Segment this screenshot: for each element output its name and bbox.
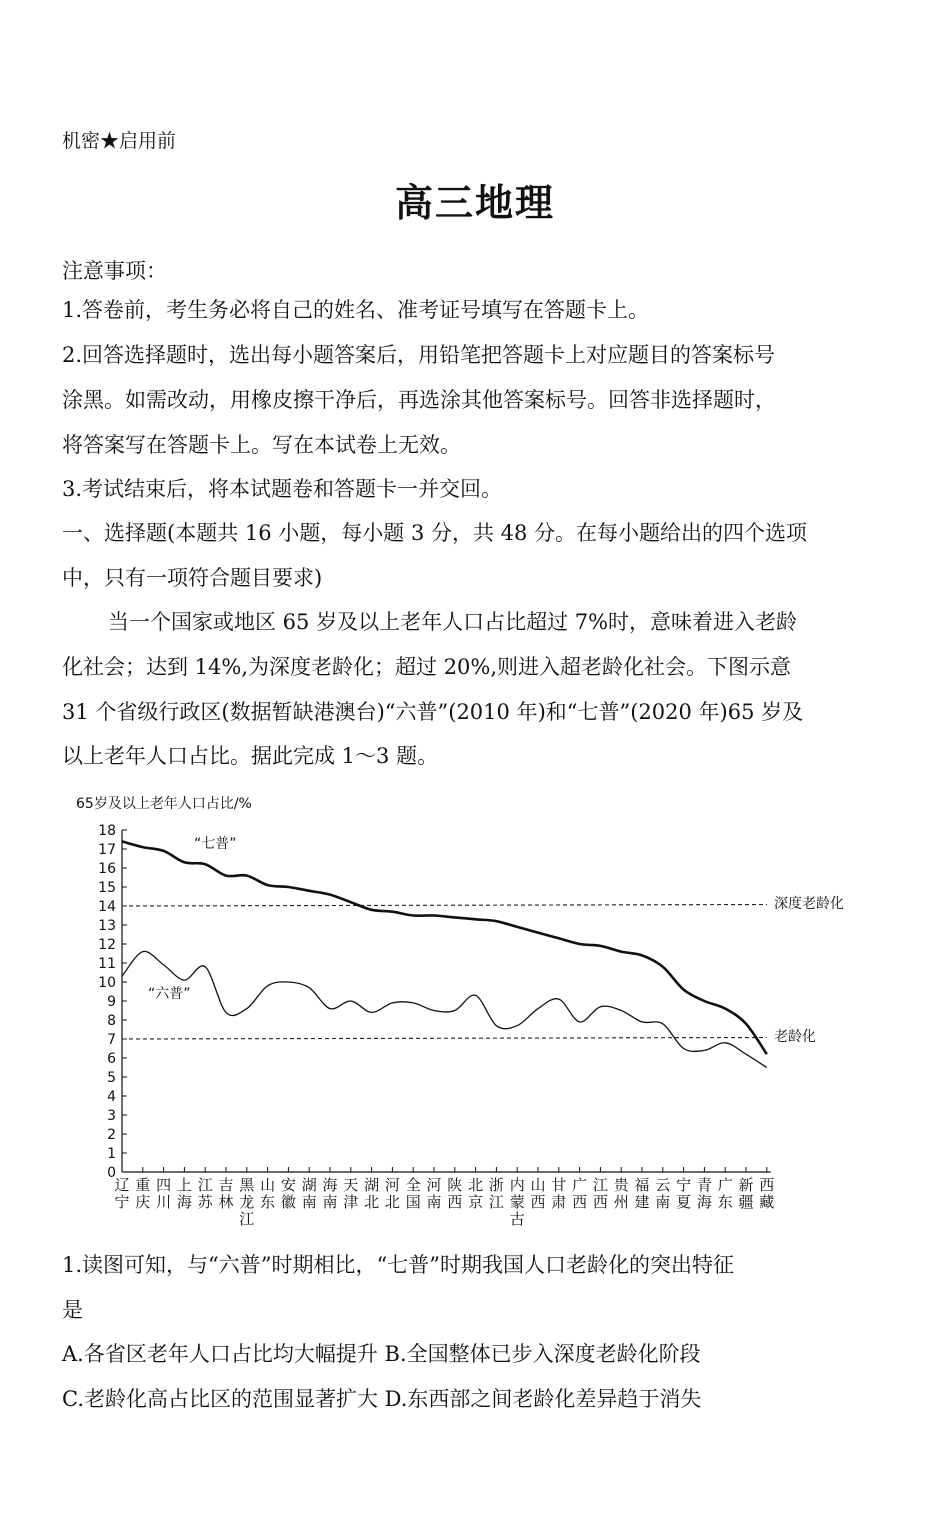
question-stem: 1.读图可知，与“六普”时期相比，“七普”时期我国人口老龄化的突出特征 xyxy=(62,1253,734,1277)
passage-line: 以上老年人口占比。据此完成 1～3 题。 xyxy=(62,744,439,768)
question-option: C.老龄化高占比区的范围显著扩大 D.东西部之间老龄化差异趋于消失 xyxy=(62,1387,702,1411)
series-label: “七普” xyxy=(194,836,237,852)
y-tick-label: 14 xyxy=(98,899,116,915)
chart-axes xyxy=(98,823,771,1181)
x-tick-label: 宁夏 xyxy=(676,1176,692,1211)
x-tick-label: 重庆 xyxy=(135,1176,151,1211)
x-tick-label: 安徽 xyxy=(280,1176,296,1211)
y-tick-label: 0 xyxy=(107,1165,116,1181)
notice-item: 将答案写在答题卡上。写在本试卷上无效。 xyxy=(62,433,461,457)
y-tick-label: 3 xyxy=(107,1108,116,1124)
x-tick-label: 河北 xyxy=(384,1176,400,1211)
x-tick-label: 四川 xyxy=(156,1176,172,1211)
x-tick-label: 全国 xyxy=(405,1176,421,1211)
reference-lines xyxy=(122,895,844,1045)
x-tick-label: 西藏 xyxy=(759,1176,775,1211)
x-tick-label: 福建 xyxy=(634,1176,650,1211)
x-tick-label: 辽宁 xyxy=(114,1176,130,1211)
x-tick-label: 山东 xyxy=(260,1176,276,1211)
x-tick-label: 云南 xyxy=(655,1176,671,1211)
y-tick-label: 5 xyxy=(107,1070,116,1086)
notice-item: 1.答卷前，考生务必将自己的姓名、准考证号填写在答题卡上。 xyxy=(62,298,650,322)
x-tick-label: 内蒙古 xyxy=(509,1176,525,1228)
y-tick-label: 11 xyxy=(98,956,116,972)
series-line xyxy=(122,841,767,1054)
notice-heading: 注意事项： xyxy=(62,259,167,283)
y-tick-label: 13 xyxy=(98,918,116,934)
reference-line xyxy=(122,1038,767,1040)
x-tick-label: 广西 xyxy=(572,1176,588,1211)
x-tick-label: 甘肃 xyxy=(551,1176,567,1211)
y-tick-label: 1 xyxy=(107,1146,116,1162)
y-tick-label: 7 xyxy=(107,1032,116,1048)
x-tick-label: 山西 xyxy=(530,1176,546,1211)
x-tick-label: 黑龙江 xyxy=(239,1176,255,1228)
x-tick-label: 青海 xyxy=(696,1176,712,1211)
x-tick-label: 江苏 xyxy=(197,1176,213,1211)
x-tick-label: 湖南 xyxy=(301,1176,317,1211)
notice-item: 3.考试结束后，将本试题卷和答题卡一并交回。 xyxy=(62,477,503,501)
section-heading: 一、选择题(本题共 16 小题，每小题 3 分，共 48 分。在每小题给出的四个选项 xyxy=(62,521,808,545)
chart-series xyxy=(122,836,767,1068)
passage-line: 化社会；达到 14%,为深度老龄化；超过 20%,则进入超老龄化社会。下图示意 xyxy=(62,655,792,679)
x-tick-label: 湖北 xyxy=(364,1176,380,1211)
series-line xyxy=(122,951,767,1067)
y-tick-label: 10 xyxy=(98,975,116,991)
notice-item: 2.回答选择题时，选出每小题答案后，用铅笔把答题卡上对应题目的答案标号 xyxy=(62,343,776,367)
notice-item: 涂黑。如需改动，用橡皮擦干净后，再选涂其他答案标号。回答非选择题时， xyxy=(62,388,776,412)
x-tick-label: 广东 xyxy=(717,1176,733,1211)
passage-line: 31 个省级行政区(数据暂缺港澳台)“六普”(2010 年)和“七普”(2020 年)65 岁及 xyxy=(62,700,804,724)
x-tick-label: 贵州 xyxy=(613,1176,629,1211)
x-tick-label: 新疆 xyxy=(738,1176,754,1211)
section-heading: 中，只有一项符合题目要求) xyxy=(62,566,323,590)
x-tick-label: 海南 xyxy=(322,1176,338,1211)
question-option: A.各省区老年人口占比均大幅提升 B.全国整体已步入深度老龄化阶段 xyxy=(62,1342,701,1366)
y-tick-label: 9 xyxy=(107,994,116,1010)
y-tick-label: 17 xyxy=(98,842,116,858)
y-tick-label: 4 xyxy=(107,1089,116,1105)
y-tick-label: 16 xyxy=(98,861,116,877)
y-axis-label: 65岁及以上老年人口占比/% xyxy=(76,796,252,812)
page-title: 高三地理 xyxy=(394,180,555,225)
x-tick-labels xyxy=(114,1176,774,1228)
question-stem: 是 xyxy=(62,1298,83,1322)
x-tick-label: 浙江 xyxy=(488,1176,504,1211)
y-tick-label: 2 xyxy=(107,1127,116,1143)
x-tick-label: 陕西 xyxy=(447,1176,463,1211)
y-tick-label: 18 xyxy=(98,823,116,839)
confidential-mark: 机密★启用前 xyxy=(62,130,177,152)
reference-line-label: 深度老龄化 xyxy=(774,896,844,912)
y-tick-label: 15 xyxy=(98,880,116,896)
x-tick-label: 吉林 xyxy=(218,1176,234,1211)
x-tick-label: 江西 xyxy=(592,1176,608,1211)
x-tick-label: 北京 xyxy=(468,1176,484,1211)
passage-line: 当一个国家或地区 65 岁及以上老年人口占比超过 7%时，意味着进入老龄 xyxy=(108,610,798,634)
y-tick-label: 8 xyxy=(107,1013,116,1029)
x-tick-label: 天津 xyxy=(343,1176,359,1211)
aging-line-chart xyxy=(62,790,862,1230)
series-label: “六普” xyxy=(148,986,191,1002)
reference-line-label: 老龄化 xyxy=(774,1029,816,1045)
x-tick-label: 河南 xyxy=(426,1176,442,1211)
y-tick-label: 6 xyxy=(107,1051,116,1067)
y-tick-label: 12 xyxy=(98,937,116,953)
reference-line xyxy=(122,905,767,907)
x-tick-label: 上海 xyxy=(176,1176,192,1211)
